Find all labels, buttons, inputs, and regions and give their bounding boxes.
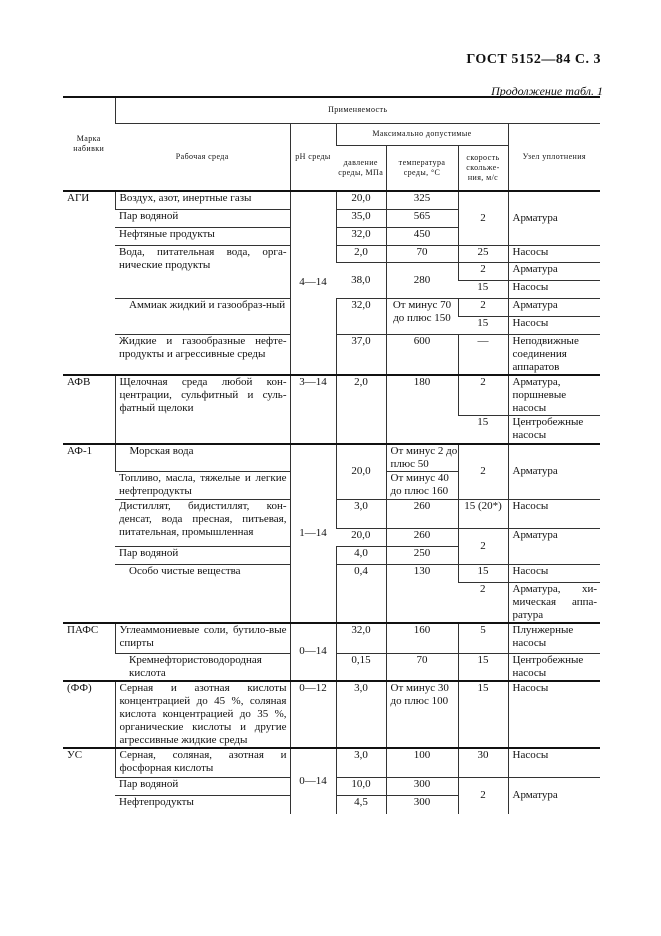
col-header-unit: Узел уплотнения xyxy=(508,123,600,191)
mark-afv: АФВ xyxy=(67,375,91,388)
temperature-cell: 565 xyxy=(386,209,458,227)
temperature-cell: 70 xyxy=(386,245,458,262)
medium-cell: Дистиллят, бидистиллят, кон-денсат, вода пресная, питьевая, питательная, промышленная xyxy=(115,500,290,547)
unit-cell: Насосы xyxy=(508,681,600,748)
pressure-cell: 32,0 xyxy=(336,227,386,245)
col-header-pressure: давление среды, МПа xyxy=(336,145,386,191)
medium-cell: Топливо, масла, тяжелые и легкие нефтепродукты xyxy=(115,472,290,500)
speed-cell: 2 xyxy=(458,529,508,565)
unit-cell: Арматура xyxy=(508,778,600,814)
speed-cell: 2 xyxy=(458,262,508,280)
speed-cell: 15 xyxy=(477,416,489,428)
medium-cell: Морская вода xyxy=(115,444,290,472)
page-header: ГОСТ 5152—84 С. 3 xyxy=(466,52,601,67)
mark-af1: АФ-1 xyxy=(67,444,93,457)
speed-cell: 5 xyxy=(458,623,508,653)
temperature-cell: 325 xyxy=(386,191,458,209)
medium-cell: Серная, соляная, азотная и фосфорная кислоты xyxy=(115,748,290,778)
medium-cell: Нефтепродукты xyxy=(119,796,194,808)
pressure-cell: 2,0 xyxy=(336,375,386,444)
temperature-cell: 280 xyxy=(386,262,458,298)
temperature-cell: 250 xyxy=(386,547,458,565)
medium-cell: Щелочная среда любой кон-центрации, сульфитный и суль-фатный щелоки xyxy=(115,375,290,444)
ph-cell: 0—12 xyxy=(290,681,336,748)
speed-cell: — xyxy=(458,334,508,375)
unit-cell: Насосы xyxy=(508,748,600,778)
medium-cell: Углеаммониевые соли, бутило-вые спирты xyxy=(115,623,290,653)
ph-cell: 1—14 xyxy=(290,444,336,624)
medium-cell: Серная и азотная кислоты концентрацией до 45 %, соляная кислота концентрацией до 35 %, органические кислоты и другие агрессивные жидкие среды xyxy=(115,681,290,748)
temperature-cell: От минус 2 до плюс 50 xyxy=(386,444,458,472)
medium-cell: Нефтяные продукты xyxy=(115,227,290,245)
ph-cell: 4—14 xyxy=(290,191,336,375)
speed-cell: 2 xyxy=(458,778,508,814)
temperature-cell: От минус 70 до плюс 150 xyxy=(386,298,458,334)
temperature-cell: 130 xyxy=(386,565,458,624)
pressure-cell: 2,0 xyxy=(336,245,386,262)
unit-cell: Насосы xyxy=(508,500,600,529)
pressure-cell: 0,15 xyxy=(336,653,386,681)
pressure-cell: 35,0 xyxy=(336,209,386,227)
unit-cell: Арматура xyxy=(508,262,600,280)
medium-cell: Вода, питательная вода, орга-нические продукты xyxy=(115,245,290,298)
col-header-applicability: Применяемость xyxy=(115,97,600,123)
mark-agi: АГИ xyxy=(67,192,90,204)
temperature-cell: От минус 30 до плюс 100 xyxy=(386,681,458,748)
unit-cell: Насосы xyxy=(508,245,600,262)
temperature-cell: 600 xyxy=(386,334,458,375)
temperature-cell: 100 xyxy=(386,748,458,778)
medium-cell: Пар водяной xyxy=(115,209,290,227)
pressure-cell: 10,0 xyxy=(336,778,386,796)
speed-cell: 2 xyxy=(458,444,508,500)
mark-us: УС xyxy=(67,748,83,761)
col-header-ph: pH среды xyxy=(290,123,336,191)
medium-cell: Воздух, азот, инертные газы xyxy=(115,191,290,209)
temperature-cell: 180 xyxy=(386,375,458,444)
speed-cell: 25 xyxy=(458,245,508,262)
speed-cell: 15 xyxy=(458,653,508,681)
pressure-cell: 3,0 xyxy=(336,500,386,529)
speed-cell: 2 xyxy=(480,583,486,595)
medium-cell: Особо чистые вещества xyxy=(129,565,241,577)
unit-cell: Насосы xyxy=(508,280,600,298)
pressure-cell: 32,0 xyxy=(336,623,386,653)
mark-pafs: ПАФС xyxy=(67,624,99,636)
unit-cell: Центробежные насосы xyxy=(508,416,600,444)
unit-cell: Арматура xyxy=(508,298,600,316)
temperature-cell: 260 xyxy=(386,500,458,529)
speed-cell: 2 xyxy=(458,375,508,416)
unit-cell: Арматура xyxy=(508,191,600,245)
unit-cell: Арматура, поршневые насосы xyxy=(508,375,600,416)
speed-cell: 2 xyxy=(458,191,508,245)
medium-cell: Пар водяной xyxy=(115,547,290,565)
col-header-temperature: температура среды, °С xyxy=(386,145,458,191)
temperature-cell: 260 xyxy=(386,529,458,547)
pressure-cell: 38,0 xyxy=(336,262,386,298)
speed-cell: 2 xyxy=(458,298,508,316)
medium-cell: Аммиак жидкий и газообраз-ный xyxy=(115,298,290,334)
pressure-cell: 4,0 xyxy=(336,547,386,565)
col-header-mark: Марка набивки xyxy=(73,134,105,153)
pressure-cell: 3,0 xyxy=(336,681,386,748)
speed-cell: 15 xyxy=(458,316,508,334)
unit-cell: Арматура xyxy=(508,444,600,500)
ph-cell: 0—14 xyxy=(290,623,336,681)
unit-cell: Арматура xyxy=(508,529,600,565)
unit-cell: Центробежные насосы xyxy=(508,653,600,681)
temperature-cell: 300 xyxy=(386,778,458,796)
pressure-cell: 20,0 xyxy=(336,444,386,500)
unit-cell: Плунжерные насосы xyxy=(508,623,600,653)
applicability-table xyxy=(63,96,600,814)
mark-ff: (ФФ) xyxy=(67,681,92,694)
pressure-cell: 0,4 xyxy=(336,565,386,624)
col-header-speed: скорость скольже-ния, м/с xyxy=(458,145,508,191)
temperature-cell: От минус 40 до плюс 160 xyxy=(386,472,458,500)
speed-cell: 15 xyxy=(458,681,508,748)
medium-cell: Жидкие и газообразные нефте-продукты и агрессивные среды xyxy=(119,334,287,360)
speed-cell: 15 (20*) xyxy=(458,500,508,529)
pressure-cell: 3,0 xyxy=(336,748,386,778)
pressure-cell: 32,0 xyxy=(336,298,386,334)
col-header-medium: Рабочая среда xyxy=(115,123,290,191)
unit-cell: Арматура, хи-мическая аппа-ратура xyxy=(508,583,600,624)
speed-cell: 30 xyxy=(458,748,508,778)
temperature-cell: 70 xyxy=(386,653,458,681)
pressure-cell: 4,5 xyxy=(336,796,386,814)
speed-cell: 15 xyxy=(458,280,508,298)
medium-cell: Кремнефтористоводородная кислота xyxy=(129,653,262,679)
medium-cell: Пар водяной xyxy=(115,778,290,796)
unit-cell: Насосы xyxy=(508,316,600,334)
unit-cell: Неподвижные соединения аппаратов xyxy=(508,334,600,375)
col-header-max-allowed: Максимально допустимые xyxy=(336,123,508,145)
pressure-cell: 20,0 xyxy=(336,191,386,209)
temperature-cell: 300 xyxy=(386,796,458,814)
pressure-cell: 20,0 xyxy=(336,529,386,547)
temperature-cell: 450 xyxy=(386,227,458,245)
speed-cell: 15 xyxy=(458,565,508,583)
pressure-cell: 37,0 xyxy=(336,334,386,375)
unit-cell: Насосы xyxy=(508,565,600,583)
ph-cell: 0—14 xyxy=(290,748,336,814)
ph-cell: 3—14 xyxy=(290,375,336,444)
table-continuation-label: Продолжение табл. 1 xyxy=(491,84,603,98)
temperature-cell: 160 xyxy=(386,623,458,653)
